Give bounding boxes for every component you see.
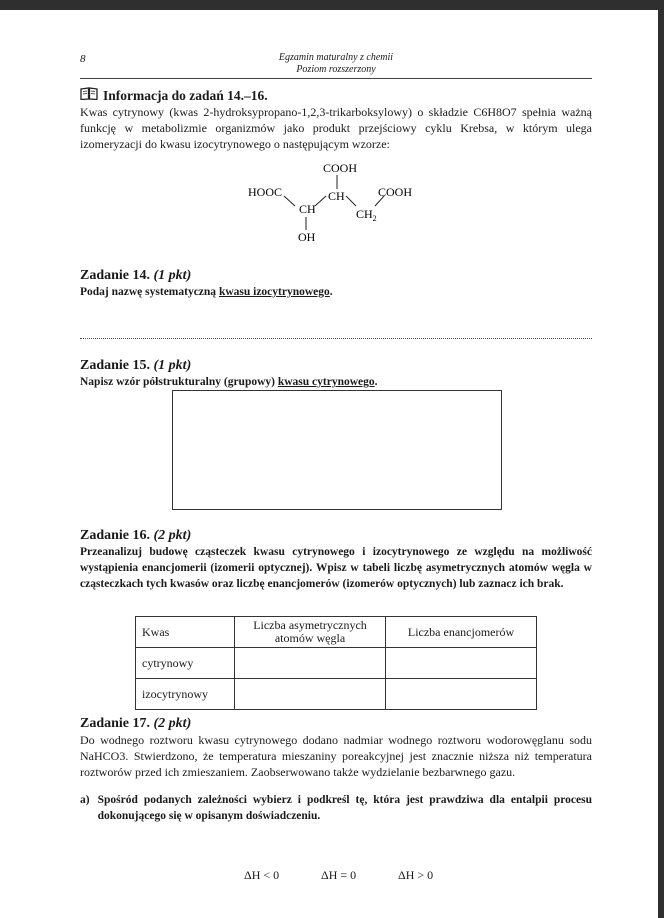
- task-17-text: Do wodnego roztworu kwasu cytrynowego dodano nadmiar wodnego roztworu wodorowęglanu sodu NaHCO3. Stwierdzono, że temperatura mieszaniny poreakcyjnej jest znacznie niższa niż temperatura roztworów przed ich zmieszaniem. Zaobserwowano także wydzielanie bezbarwnego gazu.: [80, 733, 592, 779]
- header-title: [80, 52, 592, 76]
- answer-cell[interactable]: [235, 679, 386, 710]
- answer-box[interactable]: [172, 390, 502, 510]
- answer-line[interactable]: [80, 328, 592, 339]
- task-17a: [80, 792, 592, 824]
- exam-title: Egzamin maturalny z chemii: [278, 52, 394, 63]
- task-17a-instruction: Spośród podanych zależności wybierz i podkreśl tę, która jest prawdziwa dla entalpii procesu dokonującego się w opisanym doświadczeniu.: [97, 794, 592, 822]
- isocitric-acid-formula: [248, 160, 428, 260]
- task-17a-label: a): [80, 794, 90, 806]
- task-14-title: Zadanie 14. (1 pkt): [80, 268, 192, 283]
- task-14-instruction: Podaj nazwę systematyczną kwasu izocytrynowego.: [80, 286, 333, 298]
- table-header-cell: Liczba enancjomerów: [386, 617, 537, 648]
- formula-ch-mid: CH: [328, 189, 345, 203]
- right-border: [658, 0, 664, 918]
- task-16-title: Zadanie 16. (2 pkt): [80, 528, 192, 543]
- book-icon: [80, 87, 98, 104]
- task-15-title: Zadanie 15. (1 pkt): [80, 358, 192, 373]
- table-header-cell: Liczba asymetrycznych atomów węgla: [235, 617, 386, 648]
- table-row: [136, 648, 537, 679]
- table-header-row: [136, 617, 537, 648]
- task-14: [80, 268, 592, 300]
- formula-ch2: $CH_2$: [356, 207, 377, 223]
- task-16-instruction: Przeanalizuj budowę cząsteczek kwasu cytrynowego i izocytrynowego ze względu na możliwość wystąpienia enancjomerii (izomerii optycznej). Wpisz w tabeli liczbę asymetrycznych atomów węgla w cząsteczkach tych kwasów oraz liczbę enancjomerów (izomerów optycznych) lub zaznacz ich brak.: [80, 546, 592, 590]
- task-15-instruction: Napisz wzór półstrukturalny (grupowy) kwasu cytrynowego.: [80, 376, 378, 388]
- info-heading: [80, 87, 592, 104]
- answer-cell[interactable]: [235, 648, 386, 679]
- enantiomer-table: [135, 616, 537, 710]
- option-positive[interactable]: ΔH > 0: [398, 868, 434, 882]
- info-title: Informacja do zadań 14.–16.: [103, 87, 268, 103]
- table-row-label: cytrynowy: [136, 648, 235, 679]
- page-header: [80, 50, 592, 79]
- info-section: [80, 87, 592, 152]
- info-text: Kwas cytrynowy (kwas 2-hydroksypropano-1,2,3-trikarboksylowy) o składzie C6H8O7 spełnia ważną funkcję w metabolizmie organizmów jako produkt przejściowy cyklu Krebsa, w którym ulega izomeryzacji do kwasu izocytrynowego o następującym wzorze:: [80, 105, 592, 151]
- option-negative[interactable]: ΔH < 0: [244, 868, 280, 882]
- task-17-title: Zadanie 17. (2 pkt): [80, 716, 192, 731]
- formula-cooh-right: COOH: [378, 185, 413, 199]
- formula-hooc: HOOC: [248, 185, 283, 199]
- top-border: [0, 0, 664, 10]
- exam-level: Poziom rozszerzony: [296, 64, 376, 75]
- table-row-label: izocytrynowy: [136, 679, 235, 710]
- formula-cooh-top: COOH: [323, 161, 358, 175]
- task-16: [80, 528, 592, 592]
- page-number: 8: [80, 53, 86, 65]
- answer-cell[interactable]: [386, 679, 537, 710]
- formula-ch-left: CH: [299, 202, 316, 216]
- table-row: [136, 679, 537, 710]
- option-zero[interactable]: ΔH = 0: [321, 868, 357, 882]
- table-header-cell: Kwas: [136, 617, 235, 648]
- task-15: [80, 358, 592, 390]
- task-17: [80, 716, 592, 824]
- answer-cell[interactable]: [386, 648, 537, 679]
- formula-oh: OH: [298, 230, 316, 244]
